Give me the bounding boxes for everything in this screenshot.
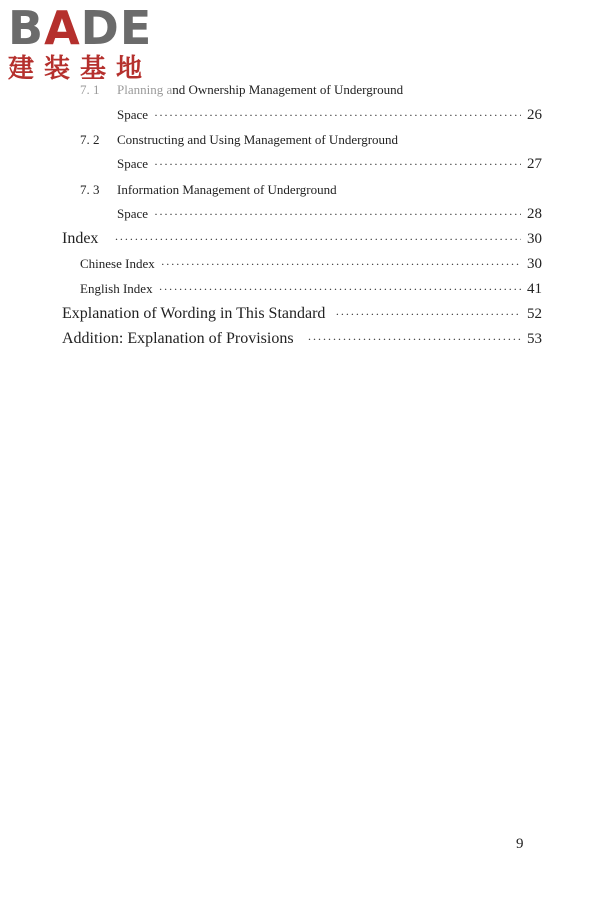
page-ref: 28 (527, 206, 542, 222)
toc-section-7-2-page-line[interactable] (117, 156, 542, 173)
page-ref: 26 (527, 107, 542, 123)
page-ref: 27 (527, 156, 542, 172)
page-number: 9 (516, 836, 524, 852)
dot-leader (335, 307, 521, 322)
section-number: 7. 3 (80, 182, 100, 197)
toc-addition[interactable] (62, 330, 542, 348)
dot-leader (114, 232, 521, 247)
watermark-accent-letter: A (44, 1, 81, 55)
watermark-latin (8, 1, 180, 55)
toc-entry-label: Index (62, 230, 99, 247)
dot-leader (154, 108, 521, 123)
dot-leader (308, 332, 521, 347)
section-title-continuation: Space (117, 156, 149, 171)
section-title-continuation: Space (117, 206, 149, 221)
section-title-continuation: Space (117, 107, 149, 122)
toc-chinese-index[interactable] (80, 256, 542, 273)
section-title-faded: Planning a (117, 82, 173, 97)
toc-section-7-1-page-line[interactable] (117, 107, 542, 124)
page-ref: 53 (527, 331, 542, 347)
watermark-chinese: 建装基地 (8, 54, 153, 84)
toc-english-index[interactable] (80, 281, 542, 298)
watermark-letters: DE (80, 1, 153, 55)
dot-leader (154, 207, 521, 222)
toc-section-7-3-page-line[interactable] (117, 206, 542, 223)
dot-leader (159, 282, 521, 297)
dot-leader (154, 157, 521, 172)
page-ref: 30 (527, 231, 542, 247)
dot-leader (161, 257, 521, 272)
toc-entry-label: Addition: Explanation of Provisions (62, 330, 294, 347)
toc-entry-label: English Index (80, 281, 153, 296)
section-title: Constructing and Using Management of Underground (117, 132, 399, 147)
section-number: 7. 1 (80, 82, 100, 97)
watermark-letter: B (8, 1, 45, 55)
page-ref: 52 (527, 306, 542, 322)
toc-explanation-of-wording[interactable] (62, 305, 542, 323)
page-ref: 41 (527, 281, 542, 297)
toc-entry-label: Chinese Index (80, 256, 155, 271)
section-number: 7. 2 (80, 132, 100, 147)
toc-index[interactable] (62, 230, 542, 248)
toc-section-7-3-title[interactable] (80, 182, 337, 198)
toc-entry-label: Explanation of Wording in This Standard (62, 305, 326, 322)
section-title: Information Management of Underground (117, 182, 337, 197)
bade-watermark-logo (8, 1, 180, 85)
toc-section-7-2-title[interactable] (80, 132, 398, 148)
page-ref: 30 (527, 256, 542, 272)
section-title: nd Ownership Management of Underground (172, 82, 404, 97)
